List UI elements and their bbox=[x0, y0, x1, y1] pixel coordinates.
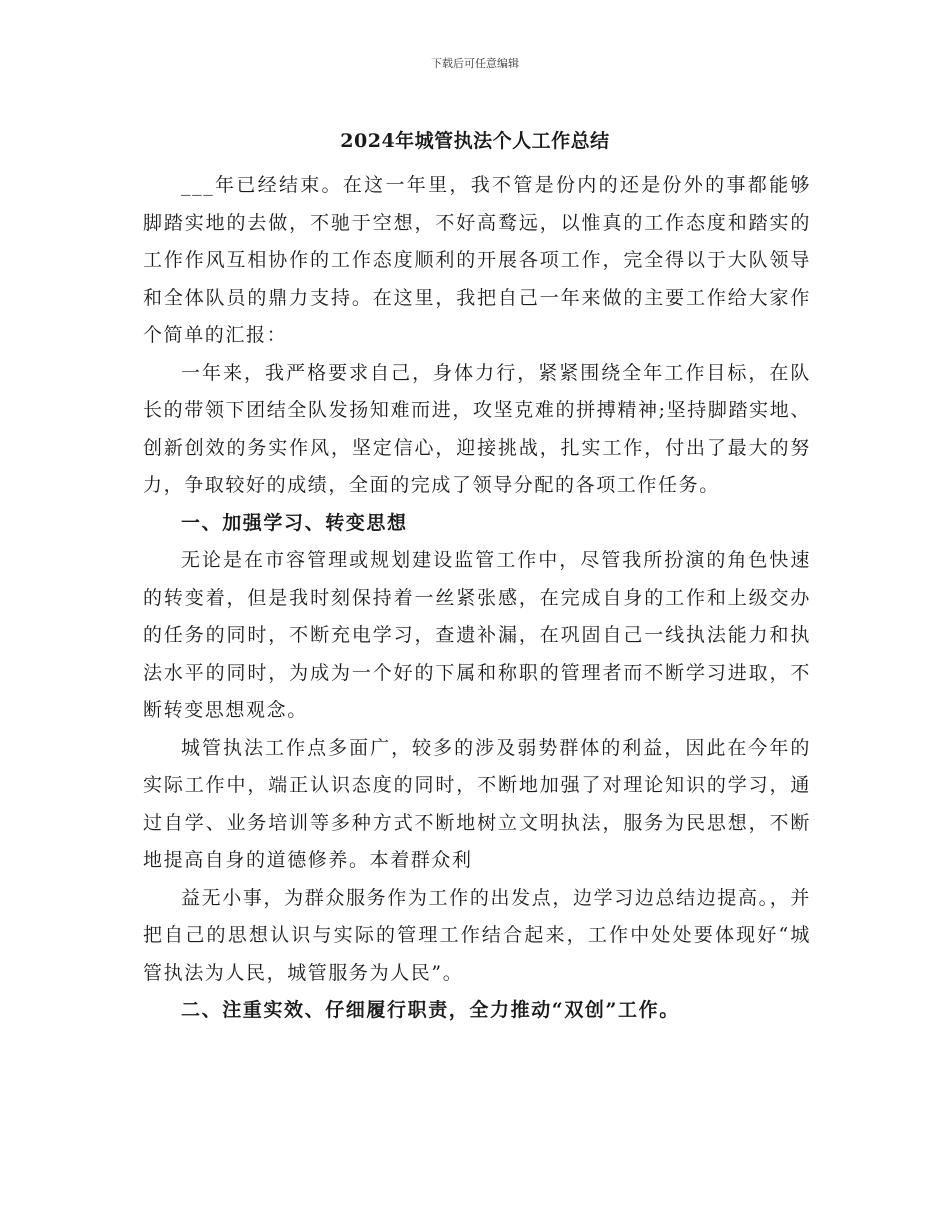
paragraph-enforcement: 城管执法工作点多面广，较多的涉及弱势群体的利益，因此在今年的实际工作中，端正认识态度的同时，不断地加强了对理论知识的学习，通过自学、业务培训等多种方式不断地树立文明执法，服务为民思想，不断地提高自身的道德修养。本着群众利 bbox=[143, 736, 811, 871]
header-note: 下载后可任意编辑 bbox=[431, 57, 519, 70]
section-heading-1: 一、加强学习、转变思想 bbox=[181, 511, 408, 534]
paragraph-learning: 无论是在市容管理或规划建设监管工作中，尽管我所扮演的角色快速的转变着，但是我时刻保持着一丝紧张感，在完成自身的工作和上级交办的任务的同时，不断充电学习，查遗补漏，在巩固自己一线执法能力和执法水平的同时，为成为一个好的下属和称职的管理者而不断学习进取，不断转变思想观念。 bbox=[143, 549, 811, 721]
paragraph-intro: ___年已经结束。在这一年里，我不管是份内的还是份外的事都能够脚踏实地的去做，不驰于空想，不好高鹜远，以惟真的工作态度和踏实的工作作风互相协作的工作态度顺利的开展各项工作，完全得以于大队领导和全体队员的鼎力支持。在这里，我把自己一年来做的主要工作给大家作个简单的汇报： bbox=[143, 174, 811, 346]
paragraph-service: 益无小事，为群众服务作为工作的出发点，边学习边总结边提高。，并把自己的思想认识与实际的管理工作结合起来，工作中处处要体现好“城管执法为人民，城管服务为人民”。 bbox=[143, 886, 811, 984]
paragraph-summary: 一年来，我严格要求自己，身体力行，紧紧围绕全年工作目标，在队长的带领下团结全队发扬知难而进，攻坚克难的拼搏精神;坚持脚踏实地、创新创效的务实作风，坚定信心，迎接挑战，扎实工作，付出了最大的努力，争取较好的成绩，全面的完成了领导分配的各项工作任务。 bbox=[143, 361, 811, 496]
section-heading-2: 二、注重实效、仔细履行职责，全力推动“双创”工作。 bbox=[181, 999, 680, 1021]
document-title: 2024年城管执法个人工作总结 bbox=[340, 130, 610, 152]
document-body bbox=[143, 167, 811, 1030]
